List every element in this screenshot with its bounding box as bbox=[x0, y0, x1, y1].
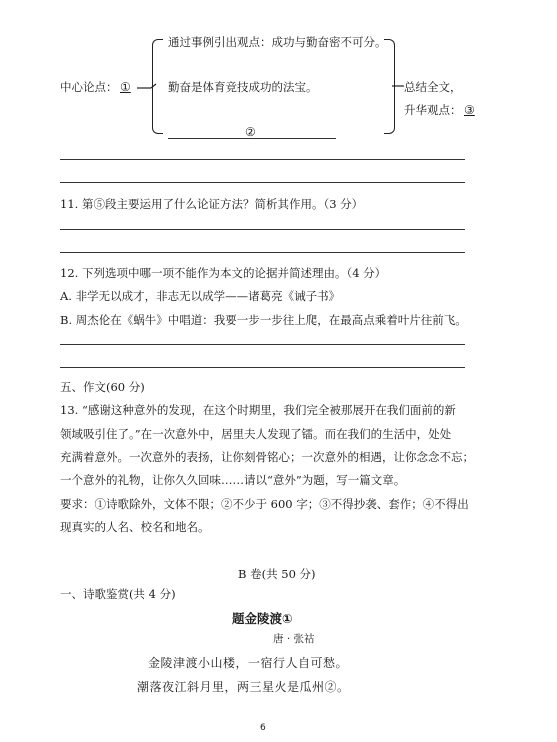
blank-2: ② bbox=[245, 125, 256, 139]
right-bracket-connector bbox=[392, 80, 404, 92]
answer-line bbox=[60, 344, 465, 345]
q13-requirement: 现真实的人名、校名和地名。 bbox=[60, 520, 210, 534]
left-bracket bbox=[152, 39, 163, 134]
option-a: A. 非学无以成才，非志无以成学——诸葛亮《诫子书》 bbox=[60, 289, 341, 303]
option-b: B. 周杰伦在《蜗牛》中唱道：我要一步一步往上爬，在最高点乘着叶片往前飞。 bbox=[60, 313, 467, 327]
section-5-heading: 五、作文(60 分) bbox=[60, 380, 145, 394]
central-argument-label: 中心论点： bbox=[60, 80, 118, 94]
q13-line: 领域吸引住了。”在一次意外中，居里夫人发现了镭。而在我们的生活中，处处 bbox=[60, 427, 452, 441]
part-b-section-1: 一、诗歌鉴赏(共 4 分) bbox=[60, 587, 176, 601]
blank-1: ① bbox=[120, 80, 131, 94]
part-b-heading: B 卷(共 50 分) bbox=[238, 567, 316, 581]
question-12: 12. 下列选项中哪一项不能作为本文的论据并简述理由。（4 分） bbox=[60, 266, 387, 280]
q13-requirement: 要求：①诗歌除外，文体不限；②不少于 600 字；③不得抄袭、套作；④不得出 bbox=[60, 497, 469, 511]
answer-line bbox=[60, 252, 465, 253]
summary-line-2: 升华观点： bbox=[404, 103, 462, 117]
branch-1-text: 通过事例引出观点：成功与勤奋密不可分。 bbox=[168, 35, 387, 49]
q13-line: 充满着意外。一次意外的表扬，让你刻骨铭心；一次意外的相遇，让你念念不忘； bbox=[60, 450, 474, 464]
answer-line bbox=[60, 182, 465, 183]
q13-line: 一个意外的礼物，让你久久回味……请以“意外”为题，写一篇文章。 bbox=[60, 473, 406, 487]
answer-line bbox=[60, 229, 465, 230]
poem-line: 潮落夜江斜月里，两三星火是瓜州②。 bbox=[137, 680, 350, 694]
answer-line bbox=[60, 159, 465, 160]
poem-author: 唐 · 张祜 bbox=[273, 633, 315, 645]
page-number: 6 bbox=[260, 723, 266, 733]
question-11: 11. 第⑤段主要运用了什么论证方法？简析其作用。（3 分） bbox=[60, 197, 364, 211]
poem-title: 题金陵渡① bbox=[232, 611, 293, 626]
blank-3: ③ bbox=[464, 103, 475, 117]
poem-line: 金陵津渡小山楼，一宿行人自可愁。 bbox=[148, 656, 349, 670]
summary-line-1: 总结全文， bbox=[404, 80, 462, 94]
q13-line: 13. “感谢这种意外的发现，在这个时期里，我们完全被那展开在我们面前的新 bbox=[60, 403, 456, 417]
answer-line bbox=[60, 367, 465, 368]
branch-2-text: 勤奋是体育竞技成功的法宝。 bbox=[168, 80, 318, 94]
